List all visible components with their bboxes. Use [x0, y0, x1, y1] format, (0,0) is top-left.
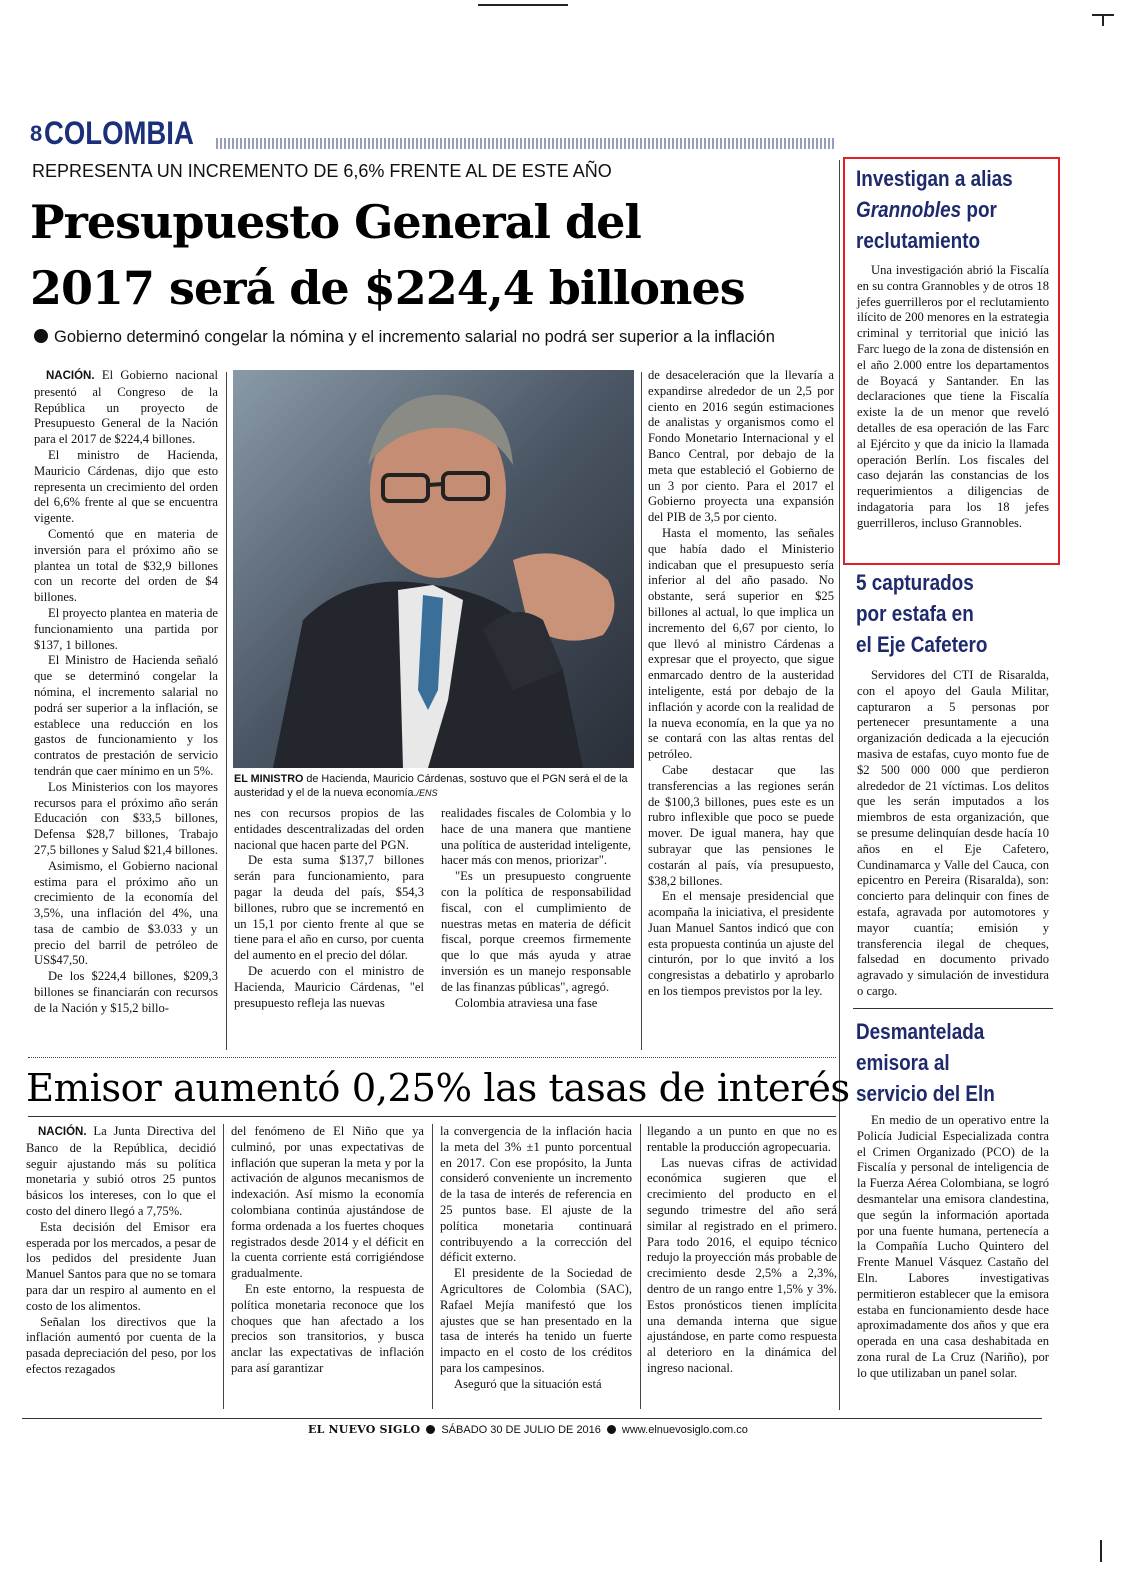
- paragraph: Esta decisión del Emisor era esperada por los mercados, a pesar de los pedidos del presidente Juan Manuel Santos para que no se tomara para dar un respiro al aumento en el costo de los alimentos.: [26, 1219, 216, 1313]
- paragraph: NACIÓN. La Junta Directiva del Banco de la República, decidió seguir ajustando más su política monetaria y subió otros 25 puntos básicos los intereses, con lo que el costo del dinero llegó a 7,75%.: [26, 1124, 216, 1218]
- second-article-headline: Emisor aumentó 0,25% las tasas de interés: [26, 1066, 850, 1111]
- section-rule: [216, 138, 836, 149]
- paragraph: NACIÓN. El Gobierno nacional presentó al Congreso de la República un proyecto de Presupuesto General de la Nación para el 2017 de $224,4 billones.: [34, 368, 218, 447]
- footer-rule: [22, 1418, 1042, 1419]
- article-headline: [30, 189, 830, 321]
- second-column-4: [647, 1124, 837, 1377]
- caption-lead: EL MINISTRO: [234, 773, 304, 785]
- paragraph: nes con recursos propios de las entidades descentralizadas del orden nacional que hacen parte del PGN.: [234, 806, 424, 852]
- photo-credit: /ENS: [416, 788, 438, 798]
- paragraph: Hasta el momento, las señales que había dado el Ministerio indicaban que el presupuesto sería inferior al del año pasado. No obstante, será superior en $25 billones al actual, lo que implica un incremento del 6,67 por ciento, lo que llevó al ministro Cárdenas a expresar que el proyecto, que sigue enmarcado dentro de la austeridad inteligente, está por debajo de la inflación y acorde con la realidad de la nueva economía, en la que ya no se contará con las altas rentas del petróleo.: [648, 525, 834, 762]
- paragraph: Señalan los directivos que la inflación aumentó por cuenta de la pasada depreciación del peso, por los efectos rezagados: [26, 1314, 216, 1376]
- sidebar-story3-body: En medio de un operativo entre la Policía Judicial Especializada contra el Crimen Organizado (PCO) de la Fiscalía y personal de inteligencia de la Fuerza Aérea Colombiana, se logró desmantelar una emisora clandestina, que según la información aportada por una fuente humana, pertenecía a la Compañía Lucho Quintero del Frente Manuel Vásquez Castaño del Eln. Labores investigativas permitieron establecer que la emisora estaba en funcionamiento desde hace aproximadamente dos años y que era operada en una casa deshabitada en zona rural de La Cruz (Nariño), por lo que utilizaban un panel solar.: [857, 1113, 1049, 1380]
- second-column-2: [231, 1124, 424, 1377]
- sidebar-story3-headline: Desmantelada emisora al servicio del Eln: [856, 1019, 995, 1106]
- sidebar-story2-headline: 5 capturados por estafa en el Eje Cafetero: [856, 570, 988, 657]
- second-column-1: [26, 1124, 216, 1378]
- scan-mark-top: [478, 4, 568, 6]
- sidebar-divider: [839, 160, 840, 1410]
- subhead-text: Gobierno determinó congelar la nómina y el incremento salarial no podrá ser superior a la inflación: [54, 328, 775, 346]
- section-title: COLOMBIA: [44, 115, 194, 151]
- footer-brand: EL NUEVO SIGLO: [308, 1423, 421, 1436]
- column-divider: [640, 1124, 641, 1409]
- paragraph: De los $224,4 billones, $209,3 billones se financiarán con recursos de la Nación y $15,2 billo-: [34, 969, 218, 1015]
- paragraph: Las nuevas cifras de actividad económica sugieren que el crecimiento del producto en el segundo trimestre del año será similar al registrado en el primero. Para todo 2016, el equipo técnico redujo la proyección más probable de crecimiento desde 2,5% a 2,3%, dentro de un rango entre 1,5% y 3%. Estos pronósticos tienen implícita una demanda interna que sigue ajustándose, en parte como respuesta al deterioro en la dinámica del ingreso nacional.: [647, 1155, 837, 1375]
- paragraph: Colombia atraviesa una fase: [455, 995, 598, 1010]
- lead-word: NACIÓN.: [38, 1126, 87, 1138]
- footer-date: SÁBADO 30 DE JULIO DE 2016: [441, 1424, 601, 1436]
- caption-text: de Hacienda, Mauricio Cárdenas, sostuvo que el PGN será el de la austeridad y el de la nueva economía.: [234, 773, 628, 799]
- photo-caption: [234, 772, 634, 800]
- minister-photo-illustration: [233, 370, 634, 768]
- sidebar-story1-headline: Investigan a alias Grannobles por reclutamiento: [856, 166, 1013, 253]
- paragraph: En este entorno, la respuesta de política monetaria reconoce que los choques que han afectado a los precios son transitorios, y busca anclar las expectativas de inflación para así garantizar: [231, 1281, 424, 1375]
- main-column-3: [441, 806, 631, 1011]
- column-divider: [641, 372, 642, 1050]
- paragraph: El presidente de la Sociedad de Agricultores de Colombia (SAC), Rafael Mejía manifestó que los ajustes que se han presentado en la tasa de interés ha tenido un fuerte impacto en el costo de los créditos para los campesinos.: [440, 1266, 632, 1375]
- second-column-3: [440, 1124, 632, 1393]
- crop-mark-corner: [1092, 6, 1114, 24]
- page-footer: [308, 1423, 748, 1436]
- paragraph: El ministro de Hacienda, Mauricio Cárdenas, dijo que esto representa un crecimiento del orden del 6,6% frente al que se encuentra vigente.: [34, 447, 218, 526]
- column-divider: [223, 1124, 224, 1409]
- paragraph: "Es un presupuesto congruente con la política de responsabilidad fiscal, con el cumplimiento de nuestras metas en materia de déficit fiscal, porque creemos firmemente que lo que más ayuda y atrae inversión es un manejo responsable de las finanzas públicas", agregó.: [441, 869, 631, 994]
- paragraph: del fenómeno de El Niño que ya culminó, por unas expectativas de inflación que superan la meta y por la activación de algunos mecanismos de indexación. Así mismo la economía colombiana continúa ajustándose de forma ordenada a los fuertes choques registrados desde 2014 y el déficit en la cuenta corriente está corrigiéndose gradualmente.: [231, 1124, 424, 1281]
- column-divider: [226, 372, 227, 1050]
- footer-url[interactable]: www.elnuevosiglo.com.co: [621, 1424, 748, 1436]
- paragraph: El proyecto plantea en materia de funcionamiento una partida por $137, 1 billones.: [34, 605, 218, 652]
- paragraph: Cabe destacar que las transferencias a las regiones serán de $100,3 billones, pues este es un rubro inflexible que poco se puede mover. De igual manera, hay que subrayar que las pensiones le costarán al país, vía presupuesto, $38,2 billones.: [648, 762, 834, 888]
- main-column-1: [34, 368, 218, 1017]
- paragraph: Los Ministerios con los mayores recursos para el próximo año serán Educación con $33,5 billones, Defensa $28,7 billones, Trabajo 27,5 billones y Salud $21,4 billones.: [34, 779, 219, 857]
- article-subhead: [34, 328, 775, 347]
- sidebar-story1-body: Una investigación abrió la Fiscalía en su contra Grannobles y de otros 18 jefes guerrilleros por el reclutamiento ilícito de 200 menores en la estrategia criminal y territorial que inició las Farc luego de la zona de distensión en el año 2.000 entre los departamentos de Boyacá y Santander. En las declaraciones que tiene la Fiscalía existe la de un menor que reveló detalles de esa operación de las Farc al Ejército y que da inicio la llamada operación Berlín. Los fiscales del caso dejarán las constancias de los requerimientos a diligencias de indagatoria para los 18 jefes guerrilleros, incluso Grannobles.: [857, 263, 1049, 530]
- bullet-icon: [34, 329, 48, 343]
- headline-line-2: 2017 será de $224,4 billones: [30, 261, 745, 315]
- lead-word: NACIÓN.: [46, 370, 95, 382]
- page-number: 8: [30, 121, 43, 146]
- crop-mark-bottom: [1100, 1540, 1102, 1562]
- column-divider: [432, 1124, 433, 1409]
- separator-icon: [426, 1425, 435, 1434]
- main-column-2: [234, 806, 424, 1011]
- paragraph: de desaceleración que la llevaría a expandirse alrededor de un 2,5 por ciento en 2016 según estimaciones de analistas y organismos como el Fondo Monetario Internacional y el Banco Central, por debajo de la meta que estableció el Gobierno de un 3 por ciento. Para el 2017 el Gobierno proyecta una expansión del PIB de 3,5 por ciento.: [648, 368, 834, 525]
- article-separator: [28, 1057, 836, 1058]
- main-column-4: [648, 368, 834, 1000]
- paragraph: Asimismo, el Gobierno nacional estima para el próximo año un crecimiento de la economía del 3,5%, una inflación del 4%, una tasa de cambio de $3.033 y un precio del barril de petróleo de US$47,50.: [34, 858, 218, 968]
- headline-line-1: Presupuesto General del: [30, 195, 641, 249]
- sidebar-story2-body: Servidores del CTI de Risaralda, con el apoyo del Gaula Militar, capturaron a 5 personas por pertenecer presuntamente a una organización dedicada a la ejecución masiva de estafas, cuyo monto fue de $2 500 000 000 que perdieron alrededor de 21 víctimas. Los delitos que les serán imputados a los miembros de esta organización, que se presume delinquían desde hacía 10 años en el Eje Cafetero, Cundinamarca y Valle del Cauca, con epicentro en Pereira (Risaralda), son: concierto para delinquir con fines de estafa, agravada por automotores y mayor cuantía; emisión y transferencia ilegal de cheques, falsedad en documento privado agravado y simulación de investidura o cargo.: [857, 668, 1049, 998]
- paragraph: realidades fiscales de Colombia y lo hace de una manera que mantiene una política de austeridad inteligente, hacer más con menos, priorizar".: [441, 806, 631, 868]
- paragraph: De esta suma $137,7 billones serán para funcionamiento, para pagar la deuda del país, $54,3 billones, rubro que se incrementó en un 15,1 por ciento frente al que se tiene para el año en curso, por cuenta del aumento en el precio del dólar.: [234, 853, 424, 963]
- separator-icon: [607, 1425, 616, 1434]
- paragraph: Comentó que en materia de inversión para el próximo año se plantea un total de $32,9 billones con un recorte del orden de $4 billones.: [34, 526, 218, 605]
- sidebar-separator: [853, 1008, 1053, 1009]
- paragraph: la convergencia de la inflación hacia la meta del 3% ±1 punto porcentual en 2017. Con ese propósito, la Junta consideró conveniente un incremento de la tasa de interés de referencia en 25 puntos base. El ajuste de la política monetaria continuará contribuyendo a la corrección del déficit externo.: [440, 1124, 632, 1265]
- article-photo: [233, 370, 634, 768]
- paragraph: En el mensaje presidencial que acompaña la iniciativa, el presidente Juan Manuel Santos indicó que con esta propuesta continúa un ajuste del cinturón, por lo que invitó a los congresistas a debatirlo y aprobarlo en los tiempos previstos por la ley.: [648, 889, 834, 999]
- headline-rule: [28, 1116, 836, 1117]
- paragraph: Aseguró que la situación está: [454, 1376, 602, 1391]
- paragraph: De acuerdo con el ministro de Hacienda, Mauricio Cárdenas, "el presupuesto refleja las nuevas: [234, 963, 424, 1010]
- article-kicker: REPRESENTA UN INCREMENTO DE 6,6% FRENTE AL DE ESTE AÑO: [32, 161, 612, 181]
- paragraph: El Ministro de Hacienda señaló que se determinó congelar la nómina, el incremento salarial no podrá ser superior a la inflación, se establece una reducción en los gastos de funcionamiento y los contratos de prestación de servicio tendrán que caer mínimo en un 5%.: [34, 653, 218, 778]
- paragraph: llegando a un punto en que no es rentable la producción agropecuaria.: [647, 1124, 837, 1154]
